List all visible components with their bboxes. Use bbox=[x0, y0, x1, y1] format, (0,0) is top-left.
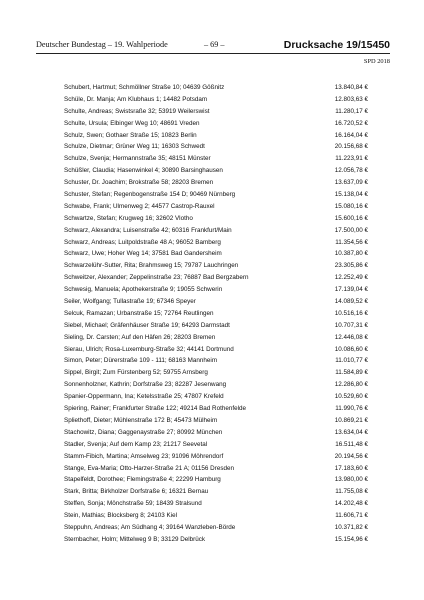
donation-amount: 14.089,52 € bbox=[334, 298, 368, 306]
donation-amount: 13.637,09 € bbox=[334, 179, 368, 187]
donation-amount: 11.354,56 € bbox=[335, 238, 368, 246]
donor-entry: Schüle, Dr. Manja; Am Klubhaus 1; 14482 Potsdam bbox=[64, 95, 208, 103]
donation-row bbox=[64, 225, 368, 237]
donation-row bbox=[64, 106, 368, 118]
donation-row bbox=[64, 332, 368, 344]
donation-amount: 10.869,21 € bbox=[334, 416, 368, 424]
donation-amount: 12.446,08 € bbox=[334, 333, 368, 341]
donation-amount: 10.387,80 € bbox=[334, 250, 368, 258]
donation-row bbox=[64, 284, 368, 296]
donation-row bbox=[64, 463, 368, 475]
donor-entry: Schweitzer, Alexander; Zeppelinstraße 23; 76887 Bad Bergzabern bbox=[64, 274, 249, 282]
donation-row bbox=[64, 522, 368, 534]
party-year-label: SPD 2018 bbox=[363, 58, 390, 65]
donation-amount: 17.500,00 € bbox=[334, 226, 368, 234]
donation-amount: 20.156,68 € bbox=[334, 143, 368, 151]
donation-amount: 12.803,63 € bbox=[334, 95, 368, 103]
donor-entry: Stachowitz, Diana; Gaggenaystraße 27; 80992 München bbox=[64, 428, 223, 436]
donation-list bbox=[64, 82, 368, 546]
donor-entry: Schulz, Swen; Gothaer Straße 15; 10823 Berlin bbox=[64, 131, 197, 139]
donor-entry: Schulze, Dietmar; Grüner Weg 11; 16303 Schwedt bbox=[64, 143, 205, 151]
donor-entry: Sieling, Dr. Carsten; Auf den Häfen 26; 28203 Bremen bbox=[64, 333, 216, 341]
page-number: – 69 – bbox=[204, 40, 225, 49]
donation-row bbox=[64, 451, 368, 463]
donation-row bbox=[64, 534, 368, 546]
donation-row bbox=[64, 510, 368, 522]
donation-row bbox=[64, 177, 368, 189]
donor-entry: Spliethoff, Dieter; Mühlenstraße 172 B; 45473 Mülheim bbox=[64, 416, 218, 424]
donation-row bbox=[64, 237, 368, 249]
donation-amount: 10.516,16 € bbox=[334, 309, 368, 317]
donation-amount: 12.286,80 € bbox=[334, 381, 368, 389]
donation-row bbox=[64, 403, 368, 415]
donation-amount: 15.080,16 € bbox=[334, 202, 368, 210]
donation-row bbox=[64, 118, 368, 130]
donor-entry: Schwabe, Frank; Ulmenweg 2; 44577 Castrop-Rauxel bbox=[64, 202, 215, 210]
donation-amount: 10.529,60 € bbox=[334, 393, 368, 401]
donor-entry: Stadler, Svenja; Auf dem Kamp 23; 21217 Seevetal bbox=[64, 440, 208, 448]
donation-amount: 10.371,82 € bbox=[334, 523, 368, 531]
donor-entry: Schuster, Stefan; Regenbogenstraße 154 D; 90469 Nürnberg bbox=[64, 191, 236, 199]
document-label: Drucksache 19/ bbox=[283, 39, 361, 51]
donation-amount: 11.223,91 € bbox=[335, 155, 368, 163]
donor-entry: Schulze, Svenja; Hermannstraße 35; 48151 Münster bbox=[64, 155, 211, 163]
donor-entry: Simon, Peter; Dürerstraße 109 - 111; 68163 Mannheim bbox=[64, 357, 218, 365]
donation-amount: 12.252,49 € bbox=[334, 274, 368, 282]
donation-row bbox=[64, 415, 368, 427]
donor-entry: Schuster, Dr. Joachim; Brokstraße 58; 28203 Bremen bbox=[64, 179, 214, 187]
donation-amount: 20.194,56 € bbox=[334, 452, 368, 460]
donor-entry: Seiler, Wolfgang; Tullastraße 19; 67346 Speyer bbox=[64, 298, 196, 306]
document-issue-number: 15450 bbox=[360, 39, 390, 51]
donation-amount: 15.138,04 € bbox=[334, 191, 368, 199]
donation-amount: 11.990,76 € bbox=[335, 405, 368, 413]
donation-amount: 10.707,31 € bbox=[334, 321, 368, 329]
donor-entry: Steppuhn, Andreas; Am Südhang 4; 39164 Wanzleben-Börde bbox=[64, 523, 236, 531]
donor-entry: Stange, Eva-Maria; Otto-Harzer-Straße 21 A; 01156 Dresden bbox=[64, 464, 234, 472]
donation-amount: 11.010,77 € bbox=[335, 357, 368, 365]
donation-row bbox=[64, 355, 368, 367]
donor-entry: Sippel, Birgit; Zum Fürstenberg 52; 59755 Arnsberg bbox=[64, 369, 208, 377]
donation-row bbox=[64, 165, 368, 177]
donation-amount: 16.720,52 € bbox=[334, 119, 368, 127]
donor-entry: Schwesig, Manuela; Apothekerstraße 9; 19055 Schwerin bbox=[64, 286, 223, 294]
donation-row bbox=[64, 498, 368, 510]
donation-row bbox=[64, 260, 368, 272]
donor-entry: Schwarz, Andreas; Luitpoldstraße 48 A; 96052 Bamberg bbox=[64, 238, 221, 246]
donor-entry: Schwarz, Uwe; Hoher Weg 14; 37581 Bad Gandersheim bbox=[64, 250, 222, 258]
donation-row bbox=[64, 391, 368, 403]
donation-amount: 23.305,86 € bbox=[334, 262, 368, 270]
donation-amount: 11.280,17 € bbox=[335, 107, 368, 115]
donation-row bbox=[64, 130, 368, 142]
donation-row bbox=[64, 189, 368, 201]
donation-row bbox=[64, 82, 368, 94]
donation-amount: 13.840,84 € bbox=[334, 84, 368, 91]
document-number bbox=[284, 39, 390, 51]
donor-entry: Spanier-Oppermann, Ina; Ketelsstraße 25; 47807 Krefeld bbox=[64, 393, 224, 401]
donation-row bbox=[64, 141, 368, 153]
donation-row bbox=[64, 486, 368, 498]
donor-entry: Schwarz, Alexandra; Luisenstraße 42; 60316 Frankfurt/Main bbox=[64, 226, 232, 234]
donation-amount: 11.606,71 € bbox=[335, 512, 368, 520]
donor-entry: Schüßler, Claudia; Hasenwinkel 4; 30890 Barsinghausen bbox=[64, 167, 223, 175]
donor-entry: Schwartze, Stefan; Krugweg 16; 32602 Vlotho bbox=[64, 214, 193, 222]
donation-amount: 17.183,60 € bbox=[334, 464, 368, 472]
donation-amount: 13.980,00 € bbox=[334, 476, 368, 484]
donation-row bbox=[64, 439, 368, 451]
donation-row bbox=[64, 367, 368, 379]
donation-amount: 11.584,89 € bbox=[335, 369, 368, 377]
donation-row bbox=[64, 474, 368, 486]
donor-entry: Spiering, Rainer; Frankfurter Straße 122; 49214 Bad Rothenfelde bbox=[64, 405, 247, 413]
donation-row bbox=[64, 153, 368, 165]
donation-row bbox=[64, 94, 368, 106]
donor-entry: Schulte, Andreas; Swistsraße 32; 53919 Weilerswist bbox=[64, 107, 210, 115]
donation-amount: 10.086,60 € bbox=[334, 345, 368, 353]
donor-entry: Steffen, Sonja; Mönchstraße 59; 18439 Stralsund bbox=[64, 500, 202, 508]
donor-entry: Sierau, Ulrich; Rosa-Luxemburg-Straße 32; 44141 Dortmund bbox=[64, 345, 234, 353]
donation-row bbox=[64, 213, 368, 225]
donor-entry: Stamm-Fibich, Martina; Amselweg 23; 91096 Möhrendorf bbox=[64, 452, 224, 460]
donation-row bbox=[64, 427, 368, 439]
donor-entry: Selcuk, Ramazan; Urbanstraße 15; 72764 Reutlingen bbox=[64, 309, 214, 317]
donor-entry: Stein, Mathias; Blocksberg 8; 24103 Kiel bbox=[64, 512, 178, 520]
donation-row bbox=[64, 320, 368, 332]
page-header bbox=[36, 39, 390, 53]
donor-entry: Siebel, Michael; Gräfenhäuser Straße 19; 64293 Darmstadt bbox=[64, 321, 230, 329]
donation-amount: 17.139,04 € bbox=[334, 286, 368, 294]
donation-row bbox=[64, 344, 368, 356]
donor-entry: Schubert, Hartmut; Schmöllner Straße 10; 04639 Gößnitz bbox=[64, 84, 225, 91]
donor-entry: Stark, Britta; Birkholzer Dorfstraße 6; 16321 Bernau bbox=[64, 488, 209, 496]
donation-amount: 11.755,08 € bbox=[335, 488, 368, 496]
donation-amount: 16.511,48 € bbox=[335, 440, 368, 448]
donation-row bbox=[64, 248, 368, 260]
donation-row bbox=[64, 272, 368, 284]
donation-amount: 15.600,16 € bbox=[334, 214, 368, 222]
header-rule bbox=[36, 53, 390, 54]
donation-row bbox=[64, 201, 368, 213]
donor-entry: Schulte, Ursula; Elbinger Weg 10; 48691 Vreden bbox=[64, 119, 200, 127]
donation-row bbox=[64, 379, 368, 391]
donor-entry: Schwarzelühr-Sutter, Rita; Brahmsweg 15; 79787 Lauchringen bbox=[64, 262, 239, 270]
donor-entry: Sonnenholzner, Kathrin; Dorfstraße 23; 82287 Jesenwang bbox=[64, 381, 227, 389]
donor-entry: Sternbacher, Holm; Mittelweg 9 B; 33129 Delbrück bbox=[64, 535, 206, 543]
publication-title: Deutscher Bundestag – 19. Wahlperiode bbox=[36, 40, 168, 49]
donation-row bbox=[64, 308, 368, 320]
donation-row bbox=[64, 296, 368, 308]
donation-amount: 15.154,96 € bbox=[334, 535, 368, 543]
donation-amount: 13.634,04 € bbox=[334, 428, 368, 436]
donation-amount: 14.202,48 € bbox=[334, 500, 368, 508]
donation-amount: 16.164,04 € bbox=[334, 131, 368, 139]
donor-entry: Stapelfeldt, Dorothee; Flemingstraße 4; 22299 Hamburg bbox=[64, 476, 221, 484]
donation-amount: 12.056,78 € bbox=[334, 167, 368, 175]
